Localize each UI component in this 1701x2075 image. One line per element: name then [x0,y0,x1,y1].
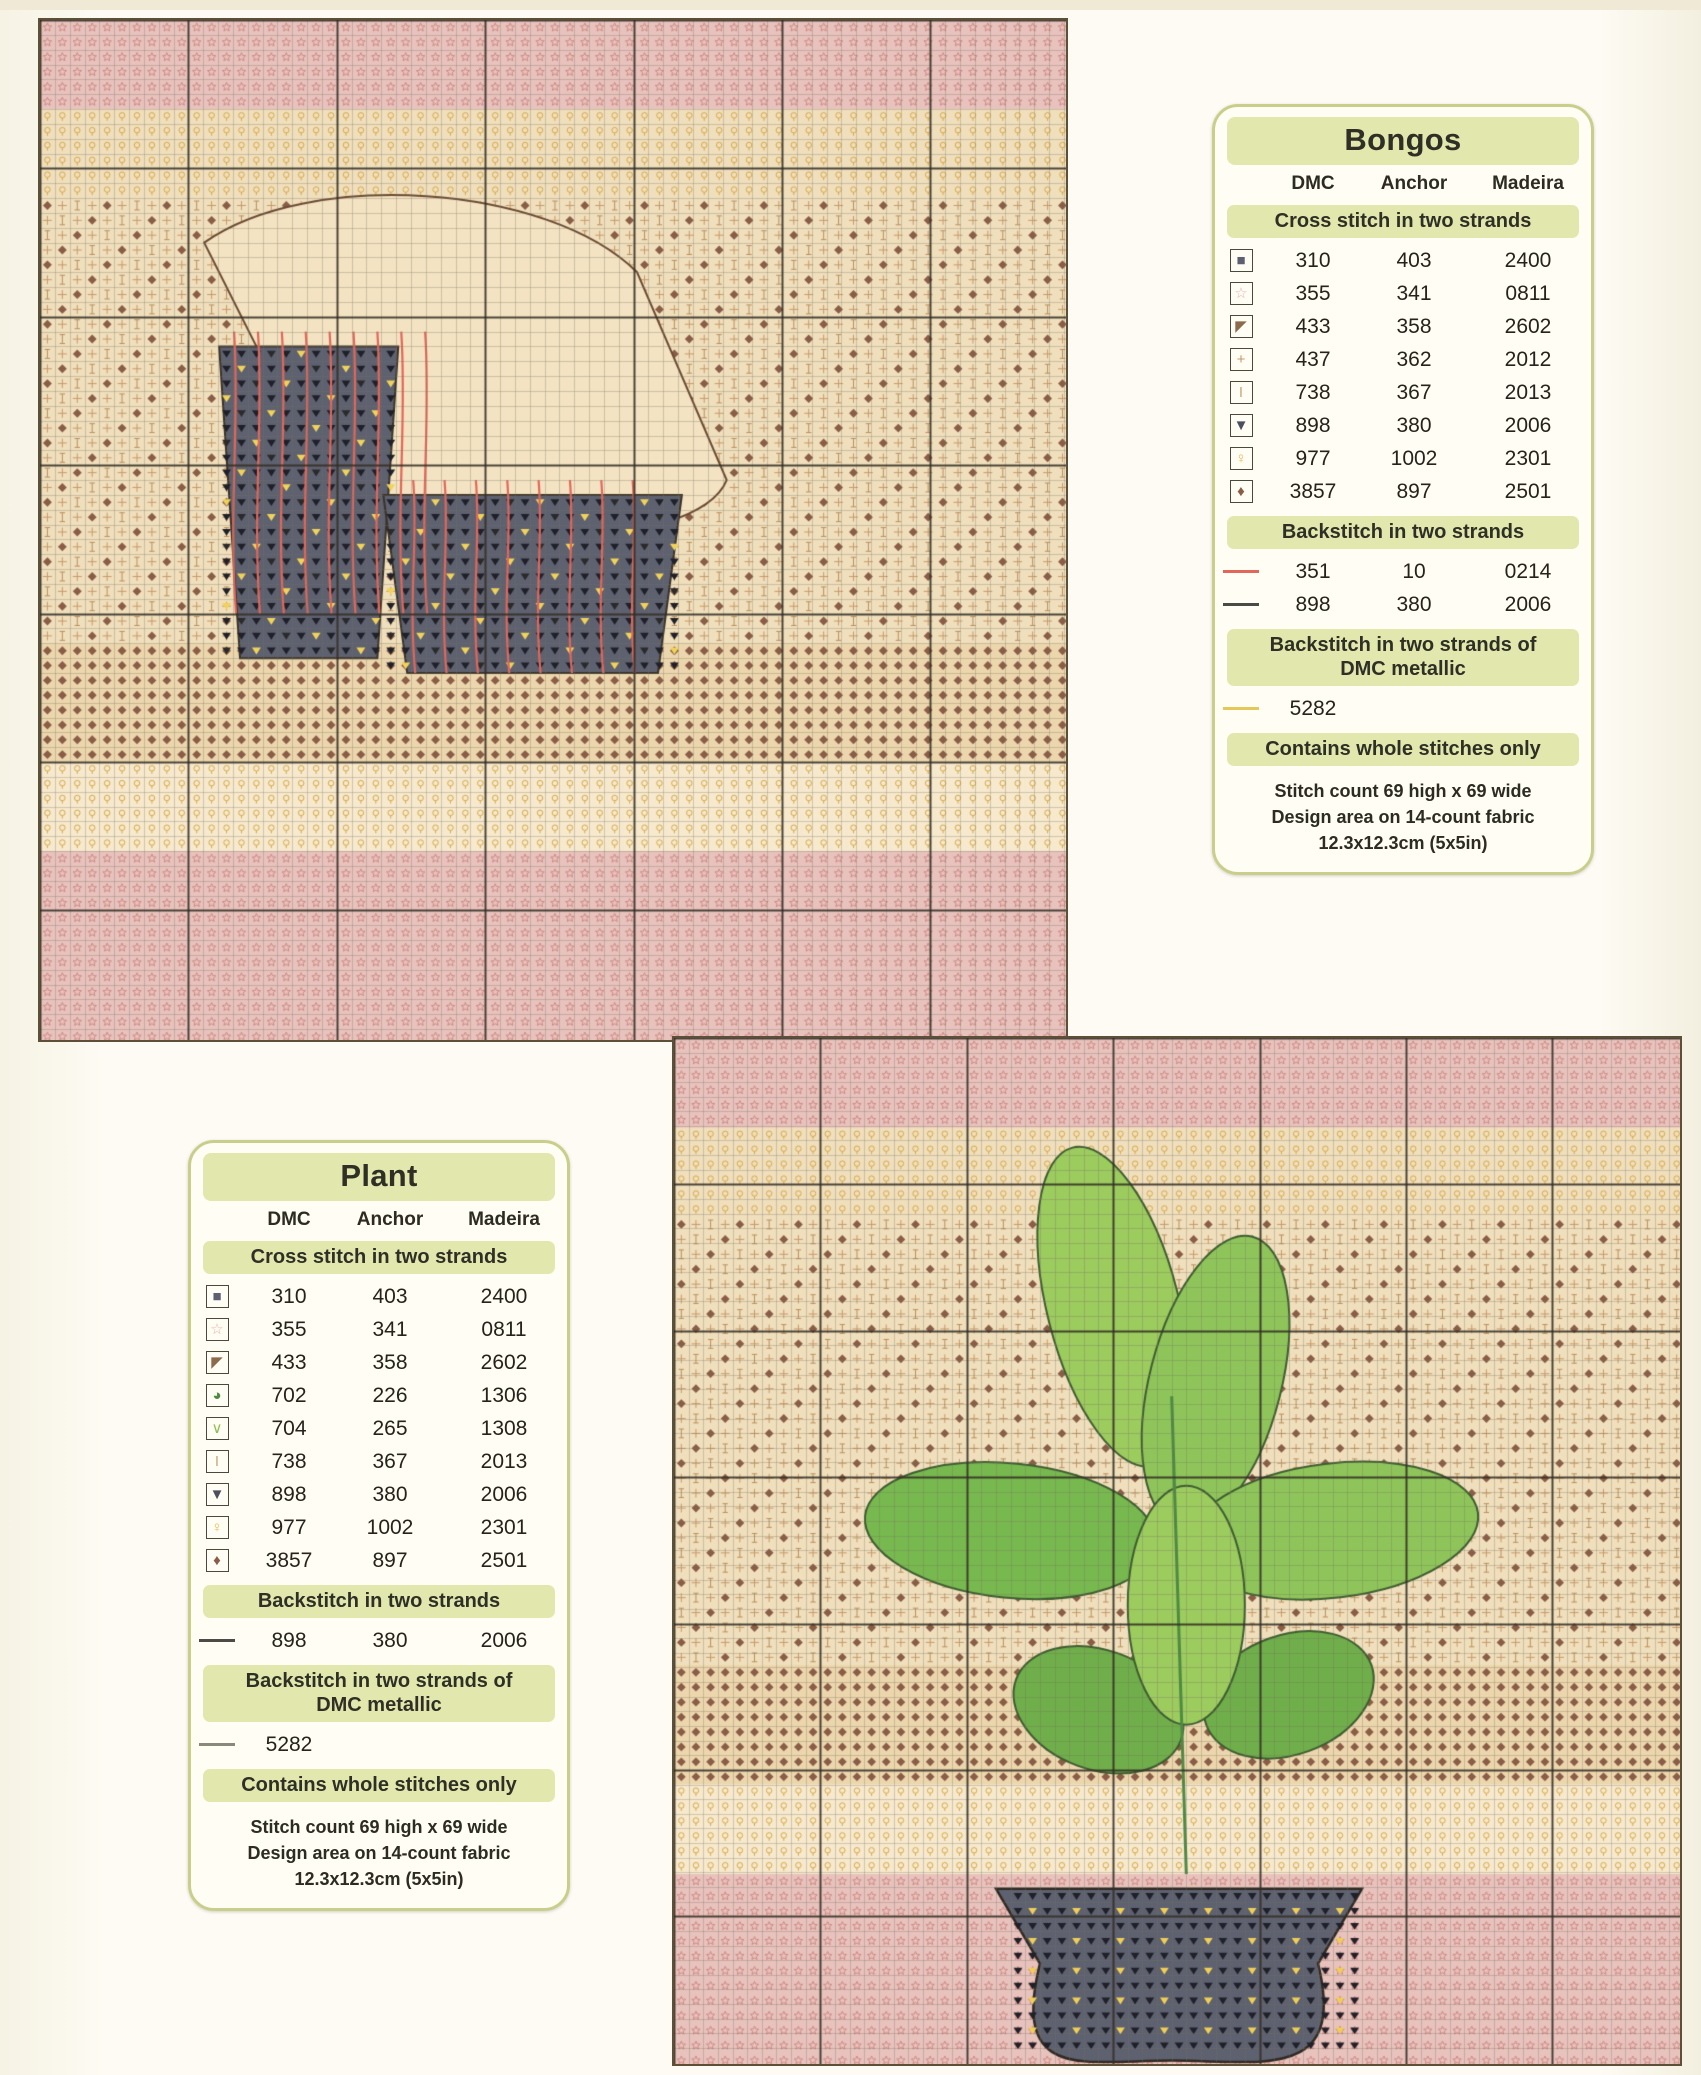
madeira-value: 2602 [1504,314,1552,338]
stitch-symbol-swatch: + [1230,348,1253,371]
backstitch-line-swatch [1223,707,1259,710]
madeira-value: 2301 [1504,446,1552,470]
key-column-headers [1215,171,1591,199]
key-row [191,1280,567,1313]
key-section-heading: Cross stitch in two strands [203,1241,555,1274]
key-row [1215,244,1591,277]
dmc-value: 3857 [265,1548,313,1572]
column-anchor: Anchor [1380,173,1448,194]
madeira-value: 2400 [480,1284,528,1308]
backstitch-line-swatch [1223,603,1259,606]
dmc-value: 898 [1295,592,1331,616]
anchor-value: 403 [372,1284,408,1308]
madeira-value: 2400 [1504,248,1552,272]
page-top-edge [0,0,1701,10]
key-row [191,1511,567,1544]
madeira-value: 0811 [481,1317,527,1341]
bongos-chart [38,18,1068,1042]
key-row [1215,692,1591,725]
stitch-symbol-swatch: ◤ [206,1351,229,1374]
madeira-value: 2301 [480,1515,528,1539]
key-row [191,1544,567,1577]
anchor-value: 380 [1396,592,1432,616]
plant-key-panel [188,1140,570,1911]
madeira-value: 0214 [1504,559,1552,583]
backstitch-line-swatch [199,1743,235,1746]
stitch-symbol-swatch: ☆ [206,1318,229,1341]
stitch-symbol-swatch: ♀ [1230,447,1253,470]
dmc-value: 355 [1295,281,1331,305]
anchor-value: 341 [1396,281,1432,305]
dmc-value: 433 [1295,314,1331,338]
madeira-value: 2602 [480,1350,528,1374]
dmc-value: 310 [271,1284,307,1308]
column-dmc: DMC [1291,173,1335,194]
dmc-value: 433 [271,1350,307,1374]
key-section-heading: Backstitch in two strands [1227,516,1579,549]
key-row [1215,310,1591,343]
backstitch-line-swatch [199,1639,235,1642]
anchor-value: 362 [1396,347,1432,371]
anchor-value: 897 [372,1548,408,1572]
stitch-symbol-swatch: ♦ [206,1549,229,1572]
anchor-value: 358 [1396,314,1432,338]
dmc-value: 898 [271,1628,307,1652]
key-row [191,1346,567,1379]
column-madeira: Madeira [1492,173,1564,194]
anchor-value: 403 [1396,248,1432,272]
stitch-symbol-swatch: ◕ [206,1384,229,1407]
stitch-symbol-swatch: ♀ [206,1516,229,1539]
dmc-value: 977 [271,1515,307,1539]
anchor-value: 226 [372,1383,408,1407]
anchor-value: 367 [372,1449,408,1473]
key-title: Plant [203,1153,555,1201]
madeira-value: 2013 [1504,380,1552,404]
dmc-value: 738 [271,1449,307,1473]
column-anchor: Anchor [356,1209,424,1230]
key-row [191,1478,567,1511]
madeira-value: 2012 [1504,347,1552,371]
key-row [1215,409,1591,442]
key-row [1215,376,1591,409]
madeira-value: 1308 [480,1416,528,1440]
key-row [191,1313,567,1346]
anchor-value: 897 [1396,479,1432,503]
key-section-heading: Contains whole stitches only [1227,733,1579,766]
backstitch-line-swatch [1223,570,1259,573]
key-footnotes: Stitch count 69 high x 69 wide Design area on 14-count fabric 12.3x12.3cm (5x5in) [1271,781,1535,854]
stitch-symbol-swatch: ■ [1230,249,1253,272]
madeira-value: 2006 [1504,592,1552,616]
madeira-value: 1306 [480,1383,528,1407]
key-row [1215,442,1591,475]
anchor-value: 341 [372,1317,408,1341]
madeira-value: 2501 [480,1548,528,1572]
stitch-symbol-swatch: ♦ [1230,480,1253,503]
key-column-headers [191,1207,567,1235]
dmc-value: 310 [1295,248,1331,272]
anchor-value: 380 [1396,413,1432,437]
key-row [1215,588,1591,621]
key-row [1215,555,1591,588]
anchor-value: 380 [372,1482,408,1506]
dmc-value: 5282 [265,1732,313,1756]
dmc-value: 437 [1295,347,1331,371]
stitch-symbol-swatch: ◤ [1230,315,1253,338]
key-row [1215,277,1591,310]
anchor-value: 380 [372,1628,408,1652]
key-row [191,1728,567,1761]
key-section-heading: Backstitch in two strands [203,1585,555,1618]
key-row [1215,343,1591,376]
anchor-value: 265 [372,1416,408,1440]
madeira-value: 2501 [1504,479,1552,503]
dmc-value: 704 [271,1416,307,1440]
key-row [191,1445,567,1478]
key-row [191,1624,567,1657]
column-madeira: Madeira [468,1209,540,1230]
dmc-value: 355 [271,1317,307,1341]
plant-chart [672,1036,1682,2066]
madeira-value: 2006 [1504,413,1552,437]
anchor-value: 1002 [366,1515,414,1539]
stitch-symbol-swatch: I [1230,381,1253,404]
anchor-value: 10 [1402,559,1426,583]
dmc-value: 702 [271,1383,307,1407]
dmc-value: 977 [1295,446,1331,470]
stitch-symbol-swatch: ▼ [206,1483,229,1506]
column-dmc: DMC [267,1209,311,1230]
anchor-value: 367 [1396,380,1432,404]
key-row [1215,475,1591,508]
key-footnotes: Stitch count 69 high x 69 wide Design area on 14-count fabric 12.3x12.3cm (5x5in) [247,1817,511,1890]
stitch-symbol-swatch: ■ [206,1285,229,1308]
dmc-value: 898 [1295,413,1331,437]
key-section-heading: Backstitch in two strands of DMC metallic [203,1665,555,1722]
key-row [191,1412,567,1445]
stitch-symbol-swatch: I [206,1450,229,1473]
key-section-heading: Backstitch in two strands of DMC metallic [1227,629,1579,686]
madeira-value: 2013 [480,1449,528,1473]
key-title: Bongos [1227,117,1579,165]
stitch-symbol-swatch: ∨ [206,1417,229,1440]
madeira-value: 0811 [1505,281,1551,305]
dmc-value: 5282 [1289,696,1337,720]
anchor-value: 358 [372,1350,408,1374]
key-section-heading: Cross stitch in two strands [1227,205,1579,238]
stitch-symbol-swatch: ▼ [1230,414,1253,437]
dmc-value: 3857 [1289,479,1337,503]
dmc-value: 351 [1295,559,1331,583]
dmc-value: 898 [271,1482,307,1506]
stitch-symbol-swatch: ☆ [1230,282,1253,305]
dmc-value: 738 [1295,380,1331,404]
key-section-heading: Contains whole stitches only [203,1769,555,1802]
madeira-value: 2006 [480,1628,528,1652]
madeira-value: 2006 [480,1482,528,1506]
anchor-value: 1002 [1390,446,1438,470]
bongos-key-panel [1212,104,1594,875]
key-row [191,1379,567,1412]
